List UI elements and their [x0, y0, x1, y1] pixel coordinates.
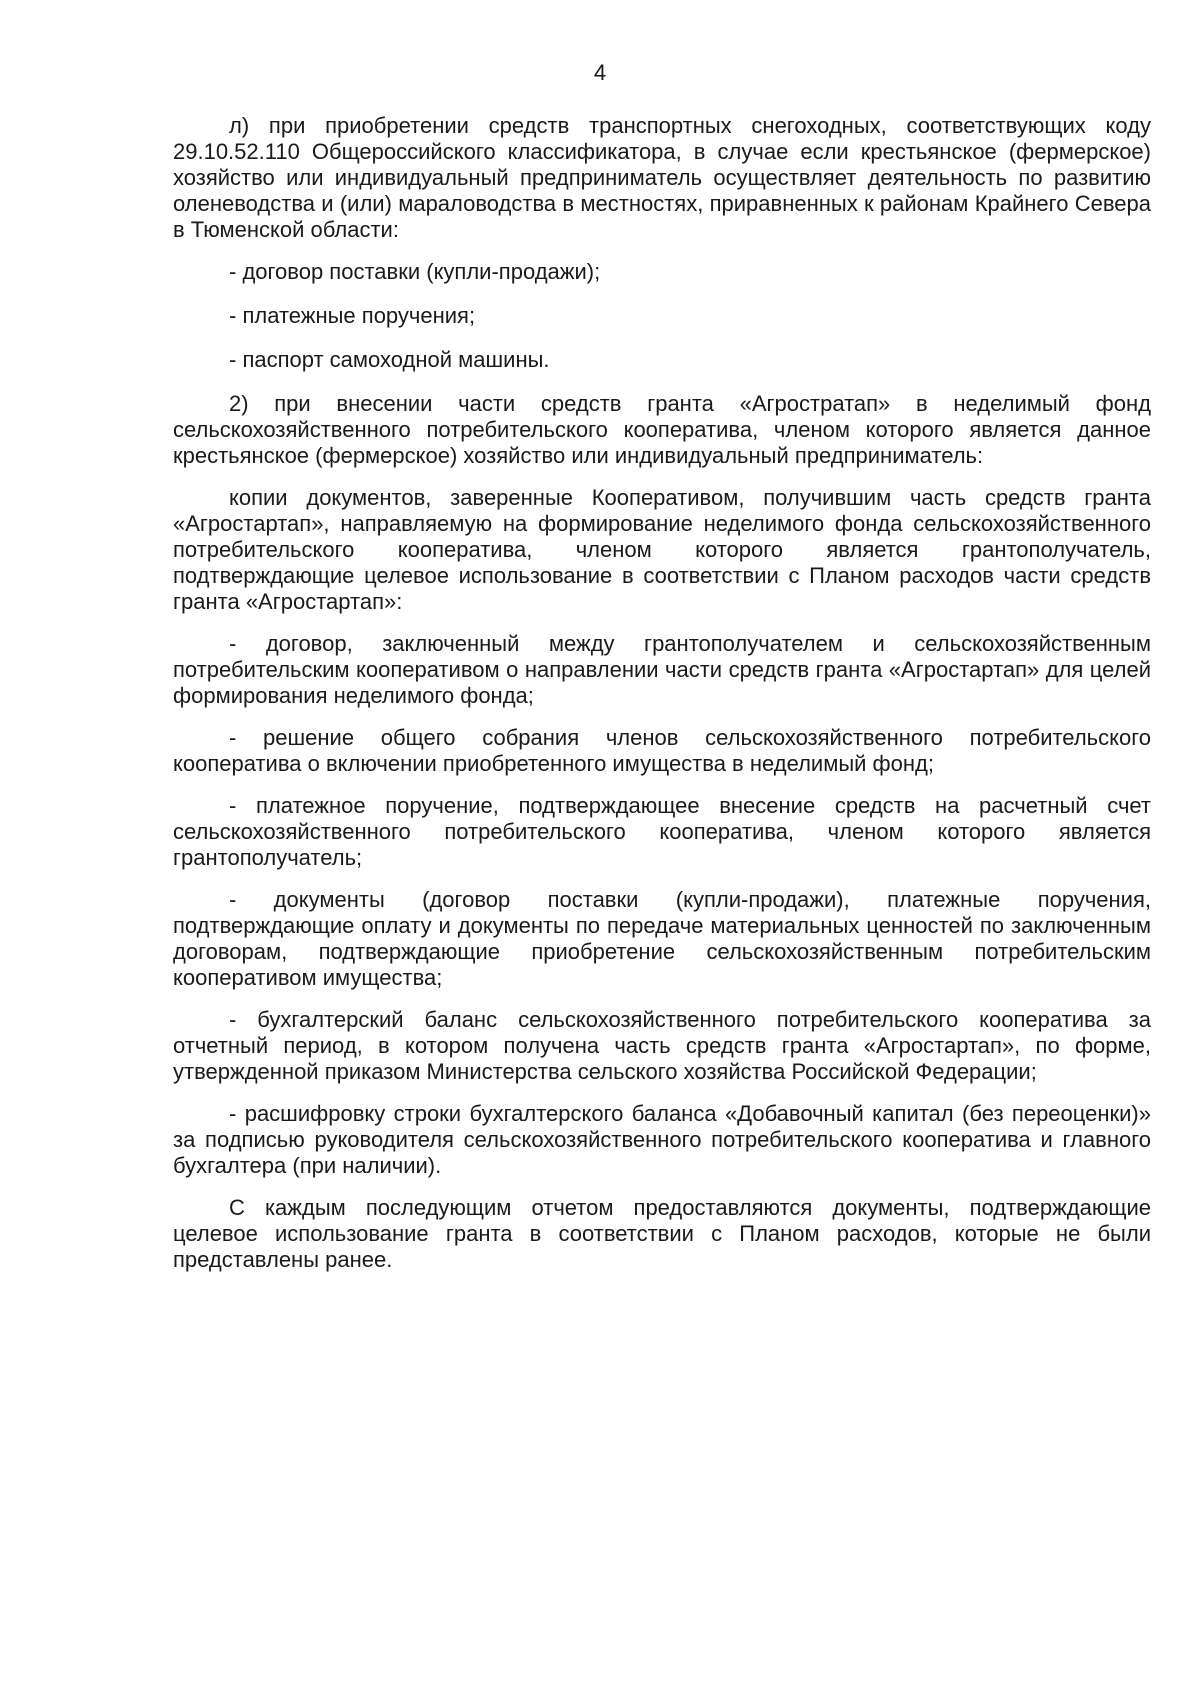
list-item-machine-passport: - паспорт самоходной машины.: [229, 347, 550, 372]
list-item-agreement: - договор, заключенный между грантополучателем и сельскохозяйственным потребительским кооперативом о направлении части средств гранта «Агростартап» для целей формирования неделимого фонда;: [173, 631, 1151, 708]
list-item-meeting-decision: - решение общего собрания членов сельскохозяйственного потребительского кооператива о включении приобретенного имущества в неделимый фонд;: [173, 725, 1151, 776]
list-item-balance-breakdown: - расшифровку строки бухгалтерского баланса «Добавочный капитал (без переоценки)» за подписью руководителя сельскохозяйственного потребительского кооператива и главного бухгалтера (при наличии).: [173, 1101, 1151, 1178]
paragraph-cooperative-copies: копии документов, заверенные Кооперативом, получившим часть средств гранта «Агростартап», направляемую на формирование неделимого фонда сельскохозяйственного потребительского кооператива, членом которого является грантополучатель, подтверждающие целевое использование в соответствии с Планом расходов части средств гранта «Агростартап»:: [173, 485, 1151, 614]
paragraph-item-2: 2) при внесении части средств гранта «Агростратап» в неделимый фонд сельскохозяйственного потребительского кооператива, членом которого является данное крестьянское (фермерское) хозяйство или индивидуальный предприниматель:: [173, 391, 1151, 468]
document-body: [173, 113, 1151, 1289]
list-item-documents: - документы (договор поставки (купли-продажи), платежные поручения, подтверждающие оплату и документы по передаче материальных ценностей по заключенным договорам, подтверждающие приобретение сельскохозяйственным потребительским кооперативом имущества;: [173, 887, 1151, 990]
list-item-payment-order: - платежное поручение, подтверждающее внесение средств на расчетный счет сельскохозяйственного потребительского кооператива, членом которого является грантополучатель;: [173, 793, 1151, 870]
paragraph-item-l: л) при приобретении средств транспортных снегоходных, соответствующих коду 29.10.52.110 Общероссийского классификатора, в случае если крестьянское (фермерское) хозяйство или индивидуальный предприниматель осуществляет деятельность по развитию оленеводства и (или) мараловодства в местностях, приравненных к районам Крайнего Севера в Тюменской области:: [173, 113, 1151, 242]
list-item-balance-sheet: - бухгалтерский баланс сельскохозяйственного потребительского кооператива за отчетный период, в котором получена часть средств гранта «Агростартап», по форме, утвержденной приказом Министерства сельского хозяйства Российской Федерации;: [173, 1007, 1151, 1084]
page-number: 4: [593, 60, 607, 85]
list-item-supply-contract: - договор поставки (купли-продажи);: [229, 259, 601, 284]
paragraph-closing: С каждым последующим отчетом предоставляются документы, подтверждающие целевое использование гранта в соответствии с Планом расходов, которые не были представлены ранее.: [173, 1195, 1151, 1272]
list-item-payment-orders: - платежные поручения;: [229, 303, 476, 328]
